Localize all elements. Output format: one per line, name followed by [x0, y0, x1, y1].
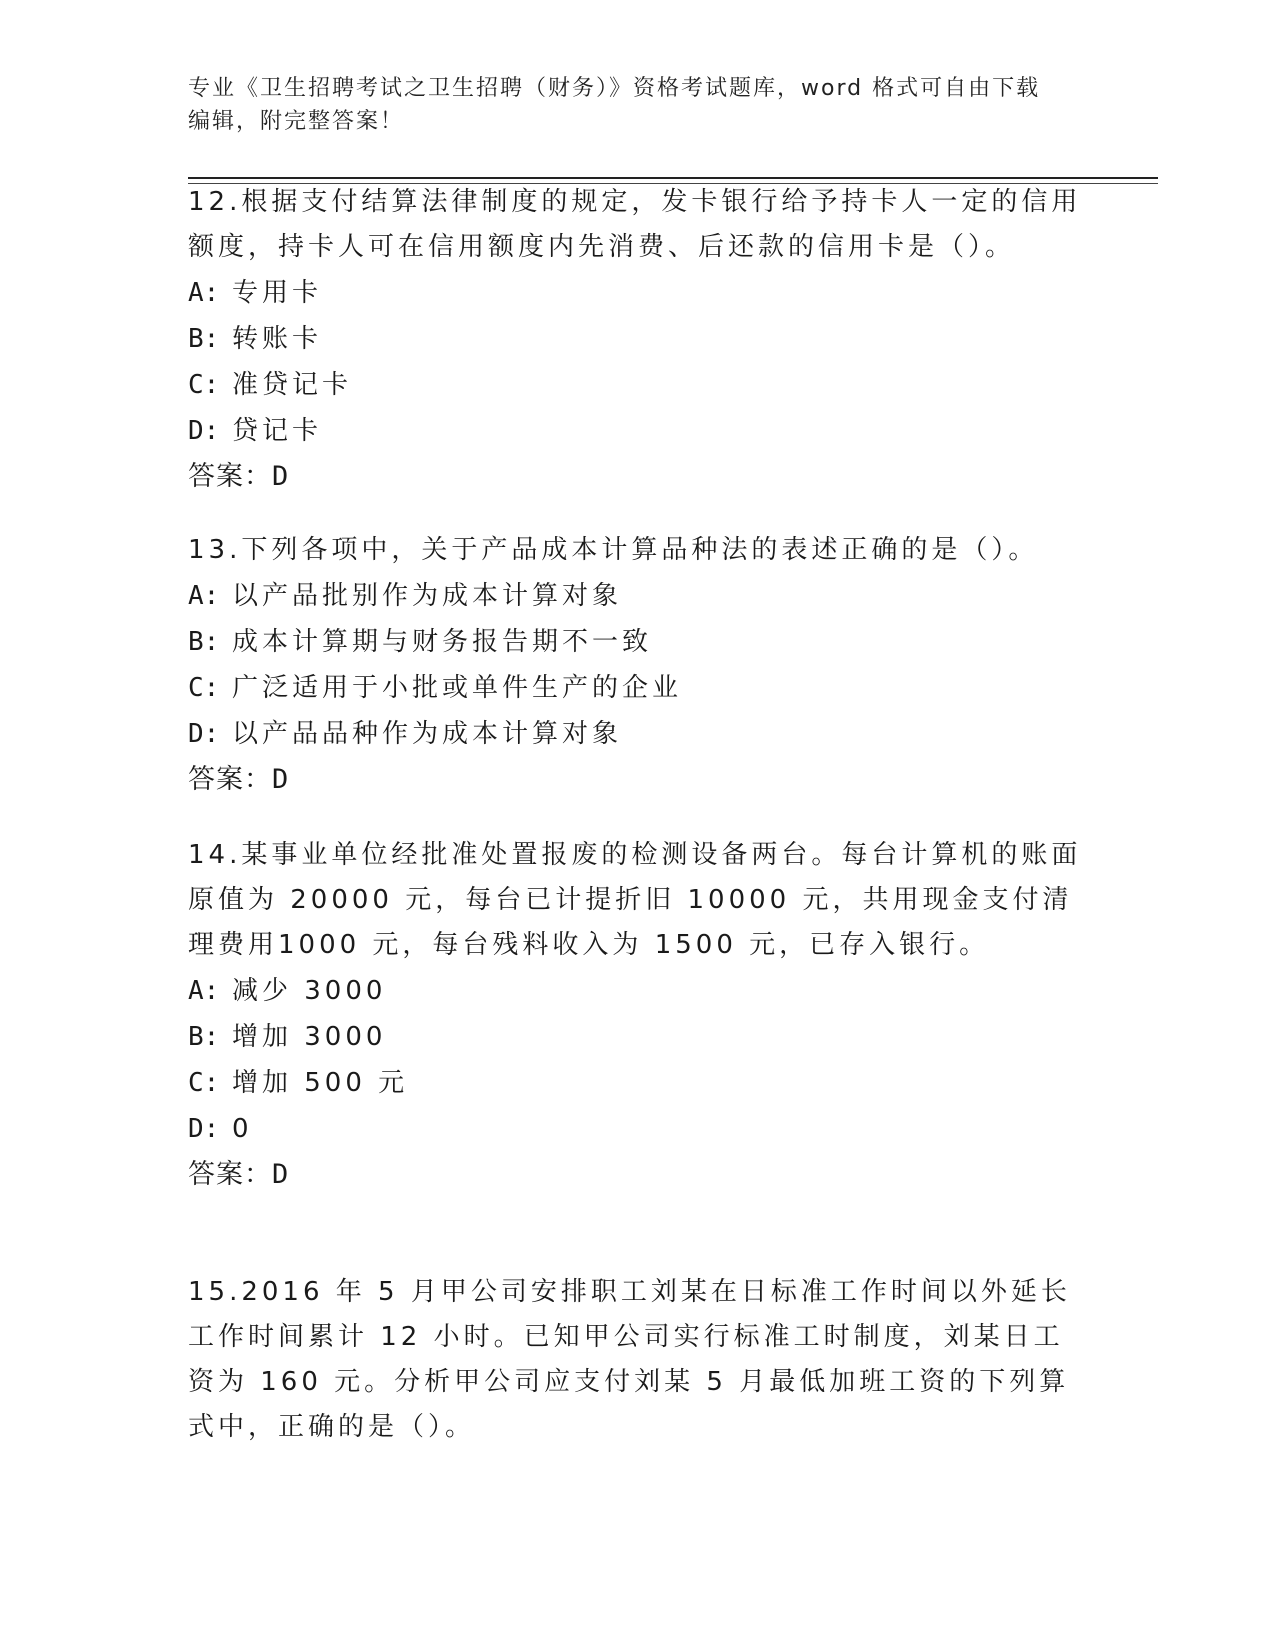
option-letter: D:	[188, 719, 220, 749]
option-c	[188, 362, 1088, 408]
option-letter: B:	[188, 1022, 220, 1052]
option-d	[188, 1106, 1088, 1152]
question-stem: 12.根据支付结算法律制度的规定，发卡银行给予持卡人一定的信用额度，持卡人可在信用额度内先消费、后还款的信用卡是（）。	[188, 187, 1082, 262]
option-text: 增加 500 元	[232, 1068, 409, 1098]
answer-value: D	[272, 1159, 290, 1190]
answer-line	[188, 454, 1088, 500]
option-letter: B:	[188, 627, 220, 657]
option-letter: D:	[188, 1114, 220, 1144]
answer-label: 答案：	[188, 461, 272, 492]
header-line-2: 编辑，附完整答案！	[188, 109, 405, 134]
option-c	[188, 1060, 1088, 1106]
option-text: 增加 3000	[232, 1022, 387, 1052]
answer-value: D	[272, 461, 290, 492]
option-text: 减少 3000	[232, 976, 387, 1006]
option-letter: C:	[188, 370, 220, 400]
question-stem: 13.下列各项中，关于产品成本计算品种法的表述正确的是（）。	[188, 535, 1039, 565]
option-b	[188, 316, 1088, 362]
header-divider-thick	[188, 177, 1158, 179]
question-15	[188, 1270, 1088, 1450]
option-text: 以产品批别作为成本计算对象	[232, 581, 623, 611]
option-text: 贷记卡	[232, 416, 323, 446]
header-line-1: 专业《卫生招聘考试之卫生招聘（财务）》资格考试题库，word 格式可自由下载	[188, 76, 1041, 101]
option-d	[188, 711, 1088, 757]
option-text: 专用卡	[232, 278, 323, 308]
option-text: 转账卡	[232, 324, 323, 354]
answer-label: 答案：	[188, 1159, 272, 1190]
option-letter: A:	[188, 976, 220, 1006]
option-d	[188, 408, 1088, 454]
option-text: 准贷记卡	[232, 370, 353, 400]
option-c	[188, 665, 1088, 711]
option-a	[188, 573, 1088, 619]
question-stem: 15.2016 年 5 月甲公司安排职工刘某在日标准工作时间以外延长工作时间累计 12 小时。已知甲公司实行标准工时制度，刘某日工资为 160 元。分析甲公司应支付刘某 5 月最低加班工资的下列算式中，正确的是（）。	[188, 1277, 1071, 1442]
question-13	[188, 528, 1088, 803]
question-12	[188, 180, 1088, 500]
question-stem: 14.某事业单位经批准处置报废的检测设备两台。每台计算机的账面原值为 20000 元，每台已计提折旧 10000 元，共用现金支付清理费用1000 元，每台残料收入为 1500 元，已存入银行。	[188, 840, 1082, 960]
option-b	[188, 619, 1088, 665]
option-letter: A:	[188, 278, 220, 308]
question-14	[188, 833, 1088, 1198]
answer-line	[188, 1152, 1088, 1198]
option-b	[188, 1014, 1088, 1060]
option-a	[188, 270, 1088, 316]
option-a	[188, 968, 1088, 1014]
option-letter: D:	[188, 416, 220, 446]
option-text: 以产品品种作为成本计算对象	[232, 719, 623, 749]
answer-value: D	[272, 764, 290, 795]
option-text: 0	[232, 1114, 253, 1144]
option-text: 广泛适用于小批或单件生产的企业	[232, 673, 683, 703]
option-letter: B:	[188, 324, 220, 354]
answer-label: 答案：	[188, 764, 272, 795]
option-letter: C:	[188, 1068, 220, 1098]
option-letter: C:	[188, 673, 220, 703]
option-letter: A:	[188, 581, 220, 611]
answer-line	[188, 757, 1088, 803]
document-header	[188, 72, 1088, 138]
option-text: 成本计算期与财务报告期不一致	[232, 627, 653, 657]
